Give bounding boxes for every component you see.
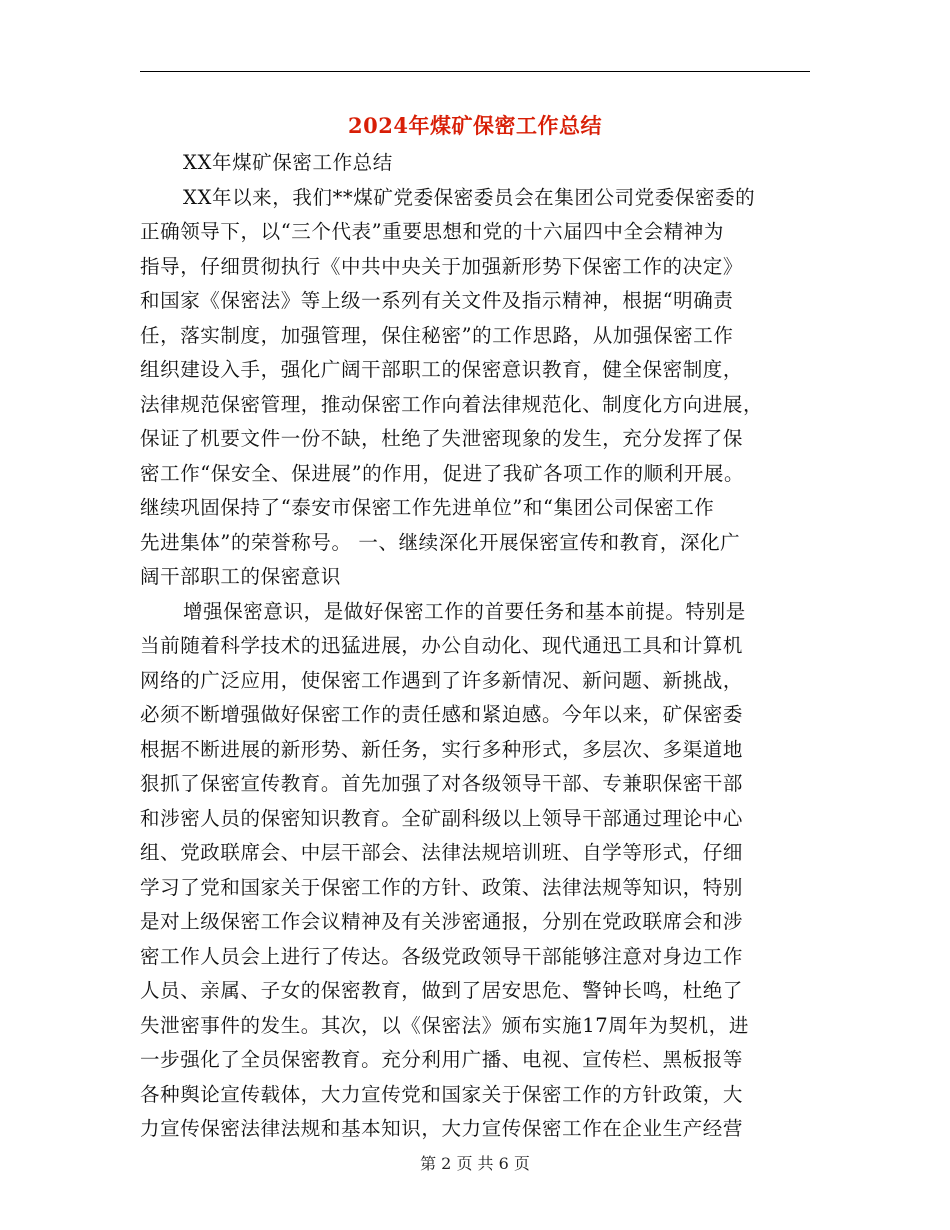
header-rule [140,71,810,72]
body-line: 任，落实制度，加强管理，保住秘密”的工作思路，从加强保密工作 [140,323,734,347]
page-number-footer: 第 2 页 共 6 页 [420,1154,530,1173]
body-line: 一步强化了全员保密教育。充分利用广播、电视、宣传栏、黑板报等 [140,1048,744,1071]
body-line: 阔干部职工的保密意识 [140,565,342,588]
body-line: 是对上级保密工作会议精神及有关涉密通报，分别在党政联席会和涉 [140,910,744,933]
body-line: XX年以来，我们**煤矿党委保密委员会在集团公司党委保密委的 [183,185,756,209]
document-body [140,146,812,1147]
body-line: 保证了机要文件一份不缺，杜绝了失泄密现象的发生，充分发挥了保 [140,427,744,450]
body-line: 必须不断增强做好保密工作的责任感和紧迫感。今年以来，矿保密委 [140,703,744,726]
document-title: 2024年煤矿保密工作总结 [348,113,602,138]
body-line: 学习了党和国家关于保密工作的方针、政策、法律法规等知识，特别 [140,875,744,899]
body-line: 狠抓了保密宣传教育。首先加强了对各级领导干部、专兼职保密干部 [140,772,744,795]
body-line: 法律规范保密管理，推动保密工作向着法律规范化、制度化方向进展， [140,392,764,416]
body-line: 组、党政联席会、中层干部会、法律法规培训班、自学等形式，仔细 [140,841,744,864]
body-line: 和国家《保密法》等上级一系列有关文件及指示精神，根据“明确责 [140,289,734,312]
body-line: 失泄密事件的发生。其次，以《保密法》颁布实施17周年为契机，进 [140,1013,749,1037]
body-line: 人员、亲属、子女的保密教育，做到了居安思危、警钟长鸣，杜绝了 [140,979,744,1002]
body-line: 先进集体”的荣誉称号。 一、继续深化开展保密宣传和教育，深化广 [140,530,741,554]
body-line: 正确领导下，以“三个代表”重要思想和党的十六届四中全会精神为 [140,220,724,243]
body-line: 指导，仔细贯彻执行《中共中央关于加强新形势下保密工作的决定》 [140,254,744,278]
body-line: 各种舆论宣传载体，大力宣传党和国家关于保密工作的方针政策，大 [140,1082,744,1106]
body-line: 密工作人员会上进行了传达。各级党政领导干部能够注意对身边工作 [140,944,744,968]
body-line: 力宣传保密法律法规和基本知识，大力宣传保密工作在企业生产经营 [140,1117,744,1140]
body-line: 当前随着科学技术的迅猛进展，办公自动化、现代通迅工具和计算机 [140,634,744,657]
body-line: 增强保密意识，是做好保密工作的首要任务和基本前提。特别是 [183,599,746,623]
body-line: 网络的广泛应用，使保密工作遇到了许多新情况、新问题、新挑战， [140,668,744,692]
body-line: XX年煤矿保密工作总结 [183,151,393,174]
body-line: 根据不断进展的新形势、新任务，实行多种形式，多层次、多渠道地 [140,737,744,761]
body-line: 组织建设入手，强化广阔干部职工的保密意识教育，健全保密制度， [140,358,744,381]
body-line: 和涉密人员的保密知识教育。全矿副科级以上领导干部通过理论中心 [140,806,744,830]
body-line: 继续巩固保持了“泰安市保密工作先进单位”和“集团公司保密工作 [140,496,715,519]
body-line: 密工作“保安全、保进展”的作用，促进了我矿各项工作的顺利开展。 [140,461,745,485]
